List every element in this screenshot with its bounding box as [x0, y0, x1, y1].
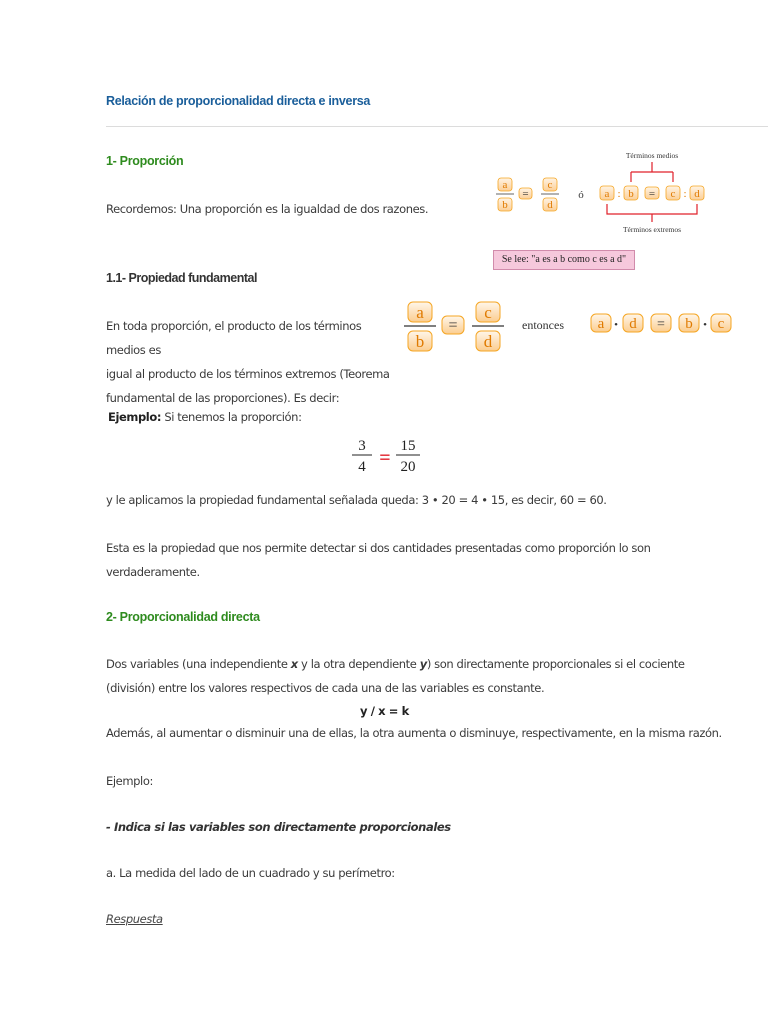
- svg-text:a: a: [597, 316, 605, 332]
- divider: [106, 126, 768, 127]
- extremes-bracket: [607, 204, 697, 222]
- svg-text:b: b: [685, 316, 693, 332]
- ratio-formula: y / x = k: [360, 704, 409, 718]
- detect-text: Esta es la propiedad que nos permite detectar si dos cantidades presentadas como proporción lo son verdaderamente.: [106, 541, 651, 579]
- var-y: y: [419, 657, 427, 671]
- page-title: Relación de proporcionalidad directa e inversa: [106, 94, 371, 108]
- svg-text:b: b: [415, 332, 425, 351]
- letter-d: d: [547, 199, 553, 211]
- section-heading-proporcion: 1- Proporción: [106, 154, 184, 168]
- svg-text:•: •: [614, 319, 618, 331]
- example-line: Ejemplo: Si tenemos la proporción:: [108, 410, 302, 424]
- entonces-text: entonces: [522, 318, 564, 332]
- svg-text:•: •: [703, 319, 707, 331]
- applied-property: y le aplicamos la propiedad fundamental señalada queda: 3 • 20 = 4 • 15, es decir, 60 = 60.: [106, 493, 607, 507]
- equals-sign: =: [522, 188, 529, 200]
- section-heading-directa: 2- Proporcionalidad directa: [106, 610, 260, 624]
- svg-text:d: d: [694, 188, 700, 200]
- svg-text:b: b: [628, 188, 634, 200]
- svg-text:c: c: [670, 188, 676, 200]
- answer-link[interactable]: Respuesta: [106, 912, 163, 926]
- reading-box: Se lee: "a es a b como c es a d": [493, 250, 635, 270]
- letter-a: a: [502, 179, 508, 191]
- svg-text:a: a: [416, 303, 424, 322]
- example-label: Ejemplo:: [108, 410, 162, 424]
- svg-text:3: 3: [358, 438, 366, 454]
- svg-text:15: 15: [400, 438, 416, 454]
- svg-text:a: a: [604, 188, 610, 200]
- example-fraction: [348, 434, 428, 478]
- var-x: x: [290, 657, 298, 671]
- svg-text:d: d: [483, 332, 493, 351]
- svg-text:20: 20: [400, 459, 416, 475]
- proportion-diagram: [490, 148, 710, 244]
- letter-b: b: [502, 199, 508, 211]
- item-a: a. La medida del lado de un cuadrado y su perímetro:: [106, 866, 395, 880]
- directa-definition: Dos variables (una independiente x y la otra dependiente y) son directamente proporcionales si el cociente (división) entre los valores respectivos de cada una de las variables es constante.: [106, 657, 685, 695]
- svg-text::: :: [617, 188, 621, 200]
- proporcion-definition: Recordemos: Una proporción es la igualdad de dos razones.: [106, 202, 429, 216]
- also-text: Además, al aumentar o disminuir una de ellas, la otra aumenta o disminuye, respectivamente, en la misma razón.: [106, 726, 722, 740]
- svg-text:=: =: [657, 317, 665, 332]
- means-bracket: [631, 162, 673, 182]
- extremes-label: Términos extremos: [622, 225, 682, 234]
- red-equals: =: [379, 447, 391, 469]
- svg-text:=: =: [648, 188, 656, 200]
- svg-text:=: =: [448, 317, 458, 334]
- svg-text:4: 4: [358, 459, 366, 475]
- svg-text::: :: [683, 188, 687, 200]
- or-text: ó: [578, 189, 584, 201]
- svg-text:d: d: [629, 316, 637, 332]
- means-label: Términos medios: [625, 151, 679, 160]
- propiedad-text: En toda proporción, el producto de los términos medios es igual al producto de los términos extremos (Teorema fundamental de las proporciones). Es decir:: [106, 319, 390, 405]
- section-heading-propiedad: 1.1- Propiedad fundamental: [106, 271, 257, 285]
- example-text: Ejemplo:: [106, 774, 153, 788]
- exercise-prompt: - Indica si las variables son directamente proporcionales: [106, 820, 451, 834]
- svg-text:c: c: [484, 303, 492, 322]
- svg-text:c: c: [717, 316, 725, 332]
- letter-c: c: [547, 179, 553, 191]
- fundamental-formula: [398, 298, 738, 358]
